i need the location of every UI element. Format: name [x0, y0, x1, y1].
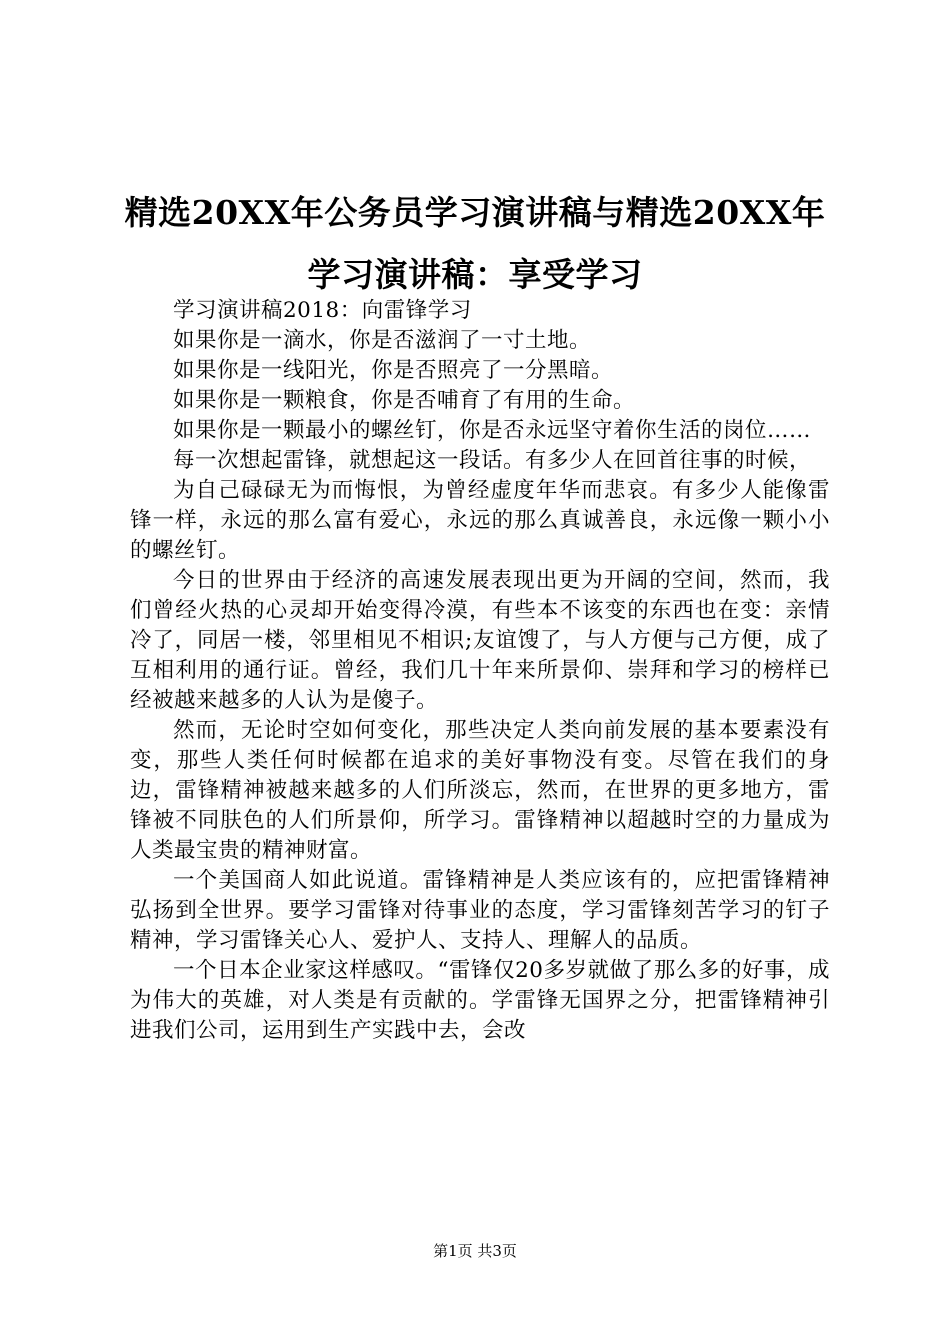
paragraph: 如果你是一滴水，你是否滋润了一寸土地。 — [173, 328, 592, 353]
paragraph-subtitle: 学习演讲稿2018：向雷锋学习 — [173, 298, 472, 323]
paragraph: 今日的世界由于经济的高速发展表现出更为开阔的空间，然而，我们曾经火热的心灵却开始变得冷漠，有些本不该变的东西也在变：亲情冷了，同居一楼，邻里相见不相识;友谊馊了，与人方便与己方便，成了互相利用的通行证。曾经，我们几十年来所景仰、崇拜和学习的榜样已经被越来越多的人认为是傻子。 — [130, 568, 830, 713]
paragraph: 一个美国商人如此说道。雷锋精神是人类应该有的，应把雷锋精神弘扬到全世界。要学习雷锋对待事业的态度，学习雷锋刻苦学习的钉子精神，学习雷锋关心人、爱护人、支持人、理解人的品质。 — [130, 868, 830, 953]
document-body — [130, 296, 830, 1046]
title-line-2: 学习演讲稿：享受学习 — [307, 255, 643, 294]
paragraph: 然而，无论时空如何变化，那些决定人类向前发展的基本要素没有变，那些人类任何时候都在追求的美好事物没有变。尽管在我们的身边，雷锋精神被越来越多的人们所淡忘，然而，在世界的更多地方，雷锋被不同肤色的人们所景仰，所学习。雷锋精神以超越时空的力量成为人类最宝贵的精神财富。 — [130, 718, 830, 863]
paragraph: 如果你是一颗粮食，你是否哺育了有用的生命。 — [173, 388, 636, 413]
paragraph: 每一次想起雷锋，就想起这一段话。有多少人在回首往事的时候， — [173, 448, 812, 473]
paragraph: 如果你是一颗最小的螺丝钉，你是否永远坚守着你生活的岗位…… — [173, 418, 812, 443]
paragraph: 为自己碌碌无为而悔恨，为曾经虚度年华而悲哀。有多少人能像雷锋一样，永远的那么富有爱心，永远的那么真诚善良，永远像一颗小小的螺丝钉。 — [130, 478, 830, 563]
document-title — [110, 182, 840, 306]
paragraph: 一个日本企业家这样感叹。“雷锋仅20多岁就做了那么多的好事，成为伟大的英雄，对人类是有贡献的。学雷锋无国界之分，把雷锋精神引进我们公司，运用到生产实践中去，会改 — [130, 958, 830, 1043]
title-line-1: 精选20XX年公务员学习演讲稿与精选20XX年 — [124, 193, 826, 232]
page-footer: 第1页 共3页 — [433, 1242, 517, 1260]
paragraph: 如果你是一线阳光，你是否照亮了一分黑暗。 — [173, 358, 614, 383]
